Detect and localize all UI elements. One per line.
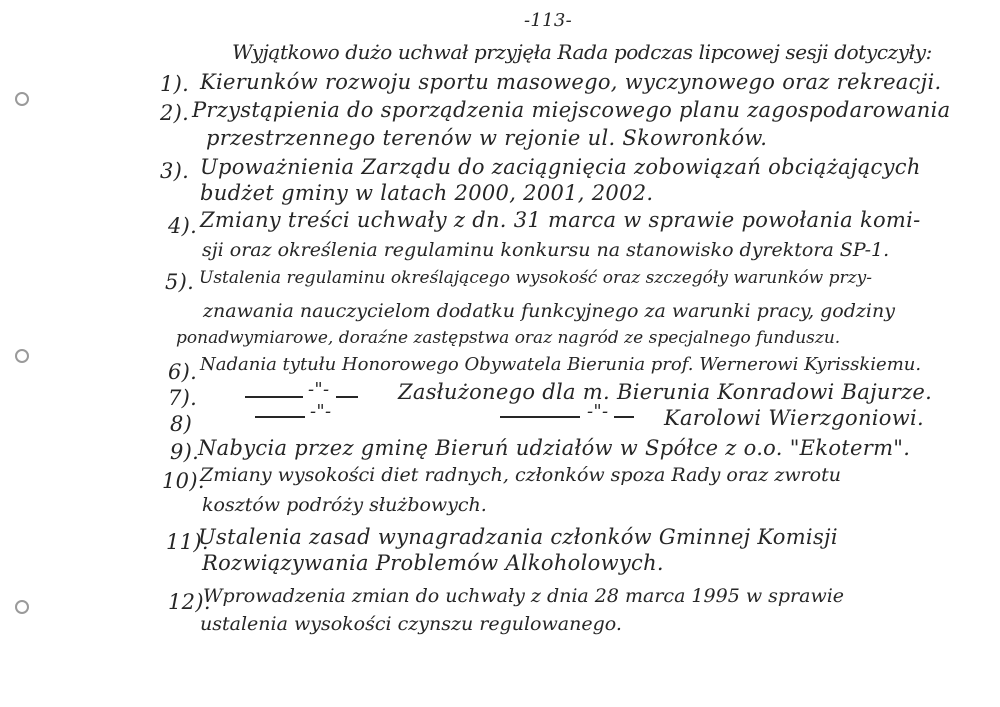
item-text: Nabycia przez gminę Bieruń udziałów w Spółce z o.o. "Ekoterm". (198, 436, 911, 460)
item-text: znawania nauczycielom dodatku funkcyjnego za warunki pracy, godziny (203, 300, 895, 322)
item-number: 11). (166, 530, 209, 554)
item-number: 2). (160, 101, 190, 125)
item-text: Zmiany wysokości diet radnych, członków spoza Rady oraz zwrotu (200, 464, 841, 486)
item-text: Kierunków rozwoju sportu masowego, wyczynowego oraz rekreacji. (200, 70, 942, 94)
item-number: 4). (168, 214, 198, 238)
ditto-dash (255, 416, 305, 418)
item-text: Przystąpienia do sporządzenia miejscowego planu zagospodarowania (192, 98, 951, 122)
item-text: budżet gminy w latach 2000, 2001, 2002. (200, 181, 654, 205)
item-text: przestrzennego terenów w rejonie ul. Skowronków. (206, 126, 768, 150)
item-number: 6). (168, 360, 198, 384)
item-number: 10). (162, 469, 205, 493)
item-text: ustalenia wysokości czynszu regulowanego. (200, 613, 622, 635)
item-number: 7). (168, 386, 198, 410)
item-text: ponadwymiarowe, doraźne zastępstwa oraz nagród ze specjalnego funduszu. (176, 328, 841, 348)
item-text: Upoważnienia Zarządu do zaciągnięcia zobowiązań obciążających (200, 155, 921, 179)
item-text: kosztów podróży służbowych. (202, 494, 487, 516)
item-text: Rozwiązywania Problemów Alkoholowych. (202, 551, 664, 575)
item-number: 12). (168, 590, 211, 614)
punch-hole-top (15, 92, 29, 106)
item-number: 3). (160, 159, 190, 183)
item-text: Wprowadzenia zmian do uchwały z dnia 28 marca 1995 w sprawie (203, 585, 845, 607)
page-number: -113- (524, 10, 573, 31)
item-text: sji oraz określenia regulaminu konkursu na stanowisko dyrektora SP-1. (202, 239, 890, 261)
item-text: Zmiany treści uchwały z dn. 31 marca w sprawie powołania komi- (200, 208, 921, 232)
intro-text: Wyjątkowo dużo uchwał przyjęła Rada podczas lipcowej sesji dotyczyły: (232, 40, 932, 64)
item-text: Zasłużonego dla m. Bierunia Konradowi Bajurze. (398, 380, 933, 404)
item-text: Ustalenia zasad wynagradzania członków Gminnej Komisji (198, 525, 838, 549)
ditto-mark: -"- (587, 401, 609, 422)
item-text: Karolowi Wierzgoniowi. (664, 406, 925, 430)
ditto-mark: -"- (308, 379, 330, 400)
item-number: 8) (170, 412, 193, 436)
item-text: Nadania tytułu Honorowego Obywatela Bierunia prof. Wernerowi Kyrisskiemu. (200, 354, 922, 375)
punch-hole-bottom (15, 600, 29, 614)
item-number: 5). (165, 270, 195, 294)
ditto-dash (245, 396, 303, 398)
item-number: 9). (170, 440, 200, 464)
ditto-dash (500, 416, 580, 418)
punch-hole-middle (15, 349, 29, 363)
ditto-mark: -"- (310, 401, 332, 422)
item-text: Ustalenia regulaminu określającego wysokość oraz szczegóły warunków przy- (199, 268, 872, 288)
item-number: 1). (160, 72, 190, 96)
ditto-dash (336, 396, 358, 398)
ditto-dash (614, 416, 634, 418)
